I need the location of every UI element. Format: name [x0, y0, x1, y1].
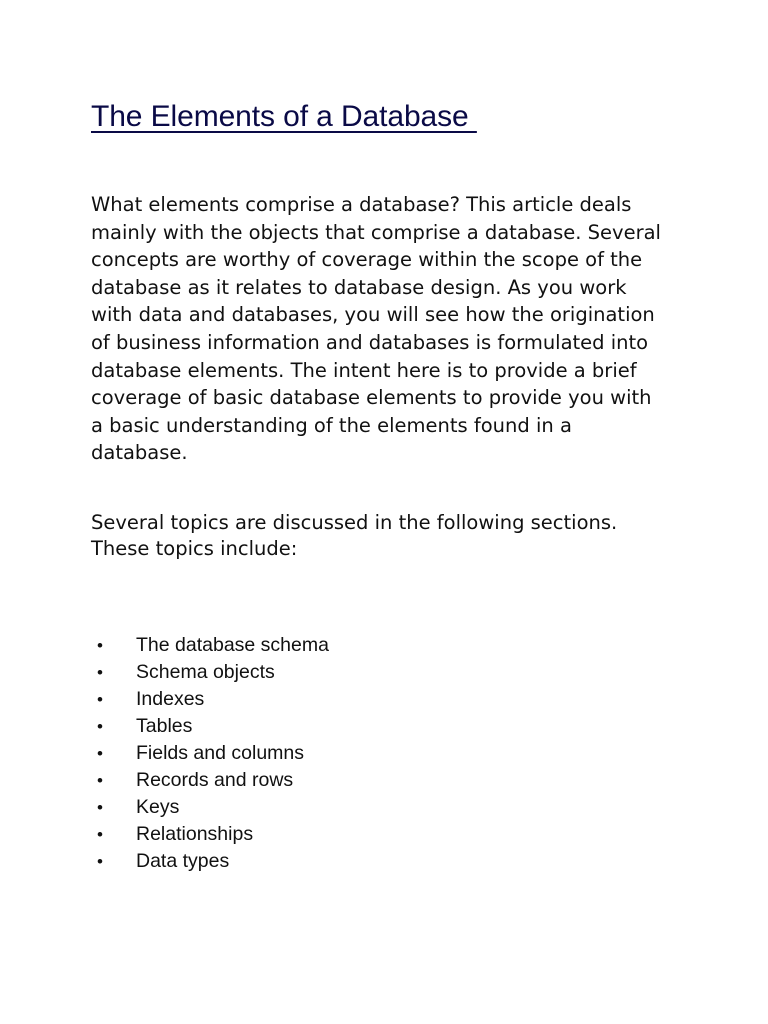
topic-label: Records and rows	[136, 769, 294, 791]
topic-label: Keys	[136, 796, 180, 818]
topic-list-item	[91, 821, 254, 848]
intro-line: concepts are worthy of coverage within the scope of the	[91, 248, 643, 272]
intro-line: coverage of basic database elements to provide you with	[91, 386, 652, 410]
topic-label: Indexes	[136, 688, 205, 710]
intro-line: mainly with the objects that comprise a database. Several	[91, 220, 661, 244]
bullet-icon: •	[97, 798, 103, 817]
bullet-icon: •	[97, 690, 103, 709]
topic-list-item	[91, 767, 294, 794]
intro-line: a basic understanding of the elements found in a	[91, 413, 572, 437]
intro-line: database.	[91, 441, 188, 465]
topic-list-item	[91, 794, 180, 821]
topic-list-item	[91, 713, 193, 740]
bullet-icon: •	[97, 825, 103, 844]
topic-label: Tables	[136, 715, 193, 737]
intro-line: with data and databases, you will see how the origination	[91, 303, 655, 327]
intro-line: What elements comprise a database? This article deals	[91, 193, 632, 216]
topics-intro-line: Several topics are discussed in the following sections.	[91, 511, 618, 534]
topic-list-item	[91, 740, 304, 767]
topic-list-item	[91, 686, 205, 713]
intro-line: database as it relates to database design. As you work	[91, 275, 627, 299]
topics-intro-line: These topics include:	[91, 537, 298, 560]
bullet-icon: •	[97, 717, 103, 736]
bullet-icon: •	[97, 771, 103, 790]
topic-list-item	[91, 848, 230, 875]
topic-label: Data types	[136, 850, 230, 872]
bullet-icon: •	[97, 636, 103, 655]
topic-list-item	[91, 632, 329, 659]
bullet-icon: •	[97, 744, 103, 763]
topic-label: Relationships	[136, 823, 254, 845]
intro-paragraph	[91, 191, 661, 467]
intro-line: of business information and databases is formulated into	[91, 330, 649, 354]
bullet-icon: •	[97, 852, 103, 871]
bullet-icon: •	[97, 663, 103, 682]
document-title: The Elements of a Database	[91, 100, 477, 133]
topic-label: The database schema	[136, 634, 329, 656]
topic-label: Fields and columns	[136, 742, 304, 764]
topic-list	[91, 632, 329, 875]
intro-line: database elements. The intent here is to provide a brief	[91, 358, 637, 382]
topic-label: Schema objects	[136, 661, 275, 683]
topic-list-item	[91, 659, 275, 686]
topics-intro-paragraph	[91, 510, 617, 562]
